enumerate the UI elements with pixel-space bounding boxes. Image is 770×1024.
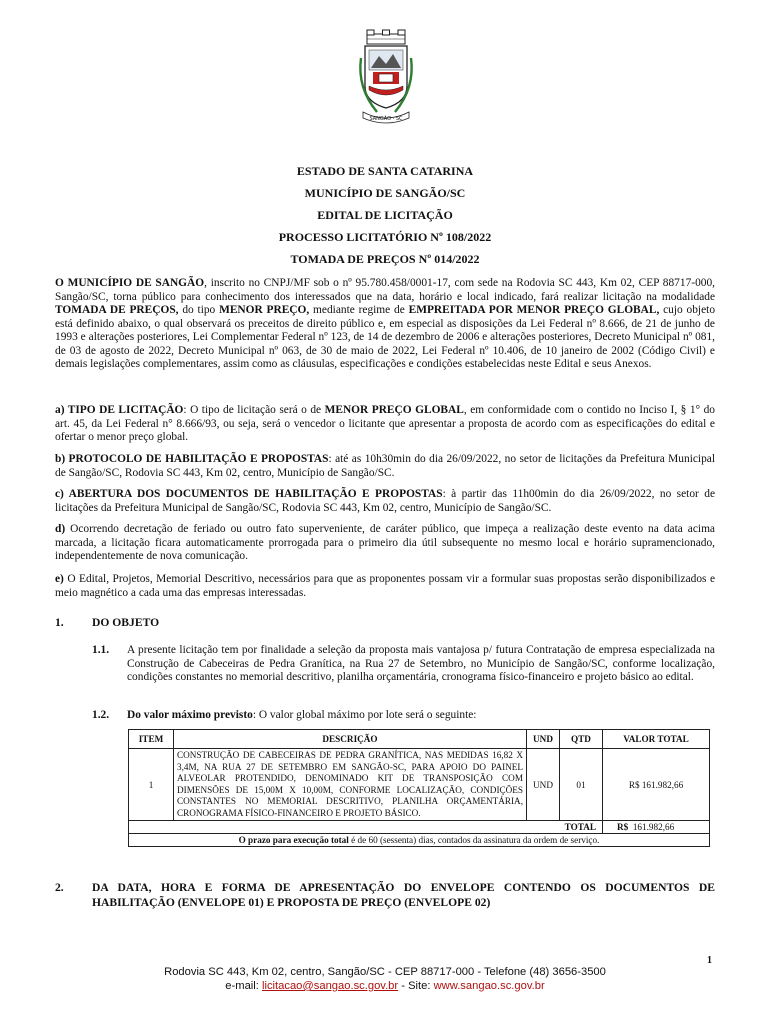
intro-paragraph (55, 277, 715, 372)
item-a (55, 404, 715, 445)
item-b-text: : até as 10h30min do dia 26/09/2022, no setor de licitações da Prefeitura Municipal de Sangão/SC, Rodovia SC 443, Km 02, centro, Município de Sangão/SC. (55, 453, 715, 479)
col-header-desc: DESCRIÇÃO (174, 730, 527, 749)
intro-text-3: mediante regime de (309, 304, 409, 316)
total-currency: R$ (617, 822, 629, 832)
footer-site-label: - Site: (398, 980, 434, 992)
item-c-text: : à partir das 11h00min do dia 26/09/2022, no setor de licitações da Prefeitura Municipal de Sangão/SC, Rodovia SC 443, Km 02, centro, Município de Sangão/SC. (55, 488, 716, 514)
intro-bold-4: EMPREITADA POR MENOR PREÇO GLOBAL, (408, 304, 660, 316)
item-e-text: O Edital, Projetos, Memorial Descritivo, necessários para que as proponentes possam vir a formular suas propostas serão disponibilizados e meio magnético a cada uma das empresas interessadas. (55, 573, 715, 599)
cell-und: UND (527, 749, 560, 821)
doc-type-heading: EDITAL DE LICITAÇÃO (317, 208, 453, 222)
item-a-text-1: : O tipo de licitação será o de (183, 404, 325, 416)
modality-heading: TOMADA DE PREÇOS Nº 014/2022 (290, 252, 480, 266)
item-a-bold-2: MENOR PREÇO GLOBAL (324, 404, 464, 416)
cell-valor: R$ 161.982,66 (603, 749, 710, 821)
cell-item: 1 (129, 749, 174, 821)
state-heading: ESTADO DE SANTA CATARINA (296, 164, 474, 178)
total-label: TOTAL (129, 821, 603, 834)
section-2-number: 2. (55, 881, 64, 894)
table-note-row (129, 834, 710, 847)
subsection-1-2-text: : O valor global máximo por lote será o seguinte: (252, 709, 477, 721)
table-total-row (129, 821, 710, 834)
item-a-title: a) TIPO DE LICITAÇÃO (55, 404, 184, 416)
subsection-1-2-number: 1.2. (92, 709, 110, 721)
mural-crown (367, 30, 405, 44)
table-row (129, 749, 710, 821)
intro-bold-1: O MUNICÍPIO DE SANGÃO (55, 277, 205, 289)
footer-contacts (0, 979, 770, 993)
section-1-title: DO OBJETO (92, 616, 160, 629)
note-bold: O prazo para execução total (238, 835, 349, 845)
item-a-text-2: , em conformidade com o contido no Inciso I, § 1° do art. 45, da Lei Federal n° 8.666/93, ou seja, será o vencedor o licitante que apresentar a proposta de acordo com as especificações do edital e ofertar o menor preço global. (55, 404, 715, 443)
footer-address: Rodovia SC 443, Km 02, centro, Sangão/SC - CEP 88717-000 - Telefone (48) 3656-3500 (164, 966, 606, 978)
subsection-1-1-number: 1.1. (92, 644, 110, 656)
footer-site-link[interactable]: www.sangao.sc.gov.br (433, 980, 545, 992)
execution-term-note (129, 834, 710, 847)
municipal-coat-of-arms (355, 28, 417, 128)
cell-desc: CONSTRUÇÃO DE CABECEIRAS DE PEDRA GRANÍTICA, NAS MEDIDAS 16,82 X 3,4M, NA RUA 27 DE SETEMBRO EM SANGÃO-SC, PARA APOIO DO PAINEL ALVEOLAR PROTENDIDO, DENOMINADO KIT DE TRANSPOSIÇÃO COM DIMENSÕES DE 15,00M X 10,00M, CONFORME LOCALIZAÇÃO, CONDIÇÕES CONSTANTES NO MEMORIAL DESCRITIVO, PLANILHA ORÇAMENTÁRIA, CRONOGRAMA FÍSICO-FINANCEIRO E PROJETO BÁSICO. (174, 749, 527, 821)
intro-text-4: cujo objeto está definido abaixo, o qual observará os preceitos de direito público e, em especial as disposições da Lei Federal nº 8.666, de 21 de junho de 1993 e alterações posteriores, Lei Complementar Federal nº 123, de 14 de dezembro de 2006 e alterações posteriores, Decreto Municipal nº 081, de 03 de agosto de 2022, Decreto Municipal nº 063, de 30 de maio de 2022, Lei Federal nº 10.406, de 10 janeiro de 2002 (Código Civil) e demais legislações complementares, assim como as cláusulas, especificações e condições estabelecidas neste Edital e seus Anexos. (55, 304, 716, 370)
crest-banner-text: SANGÃO · SC (369, 116, 403, 122)
table-header-row (129, 730, 710, 749)
item-b-title: b) PROTOCOLO DE HABILITAÇÃO E PROPOSTAS (55, 453, 329, 465)
process-heading: PROCESSO LICITATÓRIO Nº 108/2022 (278, 230, 492, 244)
section-1-number: 1. (55, 616, 64, 629)
col-header-qtd: QTD (560, 730, 603, 749)
item-d-title: d) (55, 523, 66, 535)
item-b (55, 453, 715, 480)
note-text: é de 60 (sessenta) dias, contados da assinatura da ordem de serviço. (348, 835, 600, 845)
footer (0, 965, 770, 993)
section-2-title: DA DATA, HORA E FORMA DE APRESENTAÇÃO DO ENVELOPE CONTENDO OS DOCUMENTOS DE HABILITAÇÃO (ENVELOPE 01) E PROPOSTA DE PREÇO (ENVELOPE 02) (92, 881, 715, 909)
footer-email-label: e-mail: (225, 980, 262, 992)
document-header (0, 160, 770, 270)
intro-bold-2: TOMADA DE PREÇOS, (55, 304, 179, 316)
col-header-valor: VALOR TOTAL (603, 730, 710, 749)
subsection-1-1-text: A presente licitação tem por finalidade a seleção da proposta mais vantajosa p/ futura Contratação de empresa especializada na Construção de Cabeceiras de Pedra Granítica, na Rua 27 de Setembro, no Município de Sangão/SC, conforme localização, condições constantes no memorial descritivo, planilha orçamentária, cronograma físico-financeiro e projeto básico ao edital. (127, 644, 715, 683)
cell-qtd: 01 (560, 749, 603, 821)
item-e (55, 573, 715, 600)
intro-text-2: do tipo (178, 304, 220, 316)
intro-bold-3: MENOR PREÇO, (219, 304, 310, 316)
item-e-title: e) (55, 573, 64, 585)
subsection-1-2-bold: Do valor máximo previsto (127, 709, 253, 721)
total-value-cell (603, 821, 710, 834)
item-c-title: c) ABERTURA DOS DOCUMENTOS DE HABILITAÇÃO E PROPOSTAS (55, 488, 443, 500)
col-header-und: UND (527, 730, 560, 749)
footer-email-link[interactable]: licitacao@sangao.sc.gov.br (261, 980, 399, 992)
total-value: 161.982,66 (632, 822, 675, 832)
item-d (55, 523, 715, 564)
item-d-text: Ocorrendo decretação de feriado ou outro fato superveniente, de caráter público, que impeça a realização deste evento na data acima marcada, a licitação ficara automaticamente prorrogada para o primeiro dia útil subsequente no mesmo local e horário supramencionado, independentemente de nova comunicação. (55, 523, 715, 562)
price-table (128, 729, 710, 847)
page-number: 1 (707, 955, 712, 966)
item-c (55, 488, 715, 515)
col-header-item: ITEM (129, 730, 174, 749)
municipality-heading: MUNICÍPIO DE SANGÃO/SC (304, 186, 466, 200)
intro-text-1: , inscrito no CNPJ/MF sob o nº 95.780.458/0001-17, com sede na Rodovia SC 443, Km 02, CEP 88717-000, Sangão/SC, torna público para conhecimento dos interessados que na data, horário e local indicado, fará realizar licitação na modalidade (55, 277, 715, 303)
